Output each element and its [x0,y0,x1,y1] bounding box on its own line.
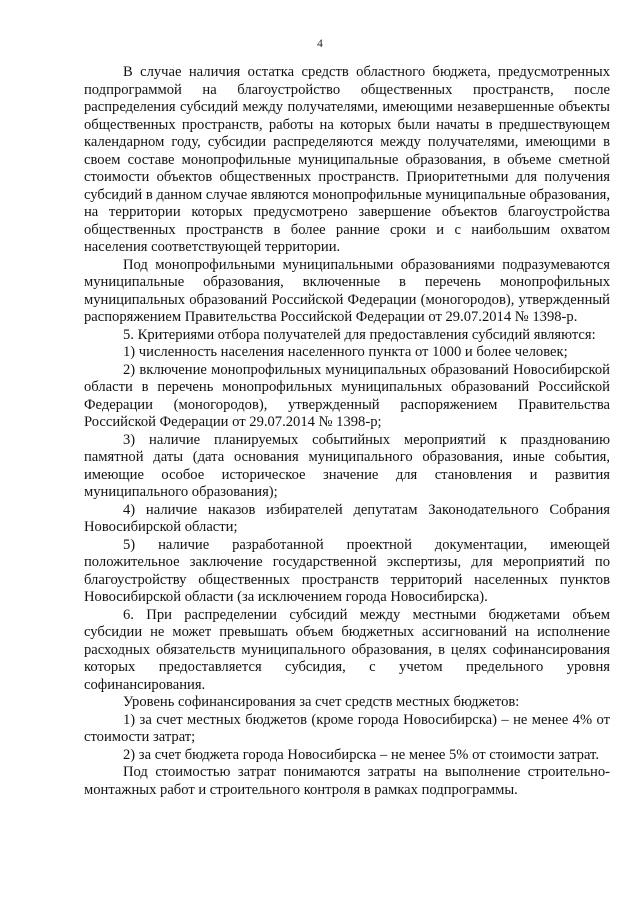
paragraph-cofinancing-heading: Уровень софинансирования за счет средств местных бюджетов: [123,694,520,710]
paragraph-cofinancing-local: 1) за счет местных бюджетов (кроме города Новосибирска) – не менее 4% от стоимости затрат; [84,711,610,745]
paragraph-criterion-3: 3) наличие планируемых событийных мероприятий к празднованию памятной даты (дата основания муниципального образования, иные события, имеющие особое историческое значение для становления и развития муниципального образования); [84,431,610,500]
paragraph-monoprofile-definition: Под монопрофильными муниципальными образованиями подразумеваются муниципальные образования, включенные в перечень монопрофильных муниципальных образований Российской Федерации (моногородов), утвержденный распоряжением Правительства Российской Федерации от 29.07.2014 № 1398-р. [84,256,610,325]
page-number: 4 [317,38,323,50]
paragraph-remaining-funds: В случае наличия остатка средств областного бюджета, предусмотренных подпрограммой на благоустройство общественных пространств, после распределения субсидий между получателями, имеющими незавершенные объекты общественных пространств, работы на которых были начаты в предшествующем календарном году, субсидии распределяются между получателями, имеющими в своем составе монопрофильные муниципальные образования, в объеме сметной стоимости объектов общественных пространств. Приоритетными для получения субсидий в данном случае являются монопрофильные муниципальные образования, на территории которых предусмотрено завершение объектов благоустройства общественных пространств в более ранние сроки и с наибольшим охватом населения соответствующей территории. [84,64,610,255]
document-body [84,64,610,799]
paragraph-criterion-4: 4) наличие наказов избирателей депутатам Законодательного Собрания Новосибирской области; [84,501,610,535]
paragraph-selection-criteria-heading: 5. Критериями отбора получателей для предоставления субсидий являются: [123,326,596,343]
paragraph-criterion-5: 5) наличие разработанной проектной документации, имеющей положительное заключение государственной экспертизы, для мероприятий по благоустройству общественных пространств территорий населенных пунктов Новосибирской области (за исключением города Новосибирска). [84,536,610,605]
paragraph-cost-definition: Под стоимостью затрат понимаются затраты на выполнение строительно-монтажных работ и строительного контроля в рамках подпрограммы. [84,764,610,798]
paragraph-cofinancing-novosibirsk: 2) за счет бюджета города Новосибирска – не менее 5% от стоимости затрат. [123,746,599,763]
paragraph-criterion-2: 2) включение монопрофильных муниципальных образований Новосибирской области в перечень монопрофильных муниципальных образований Российской Федерации (моногородов), утвержденный распоряжением Правительства Российской Федерации от 29.07.2014 № 1398-р; [84,361,610,430]
paragraph-criterion-1: 1) численность населения населенного пункта от 1000 и более человек; [123,344,568,360]
paragraph-distribution-limit: 6. При распределении субсидий между местными бюджетами объем субсидии не может превышать объем бюджетных ассигнований на исполнение расходных обязательств муниципального образования, в целях софинансирования которых предоставляется субсидия, с учетом предельного уровня софинансирования. [84,606,610,693]
